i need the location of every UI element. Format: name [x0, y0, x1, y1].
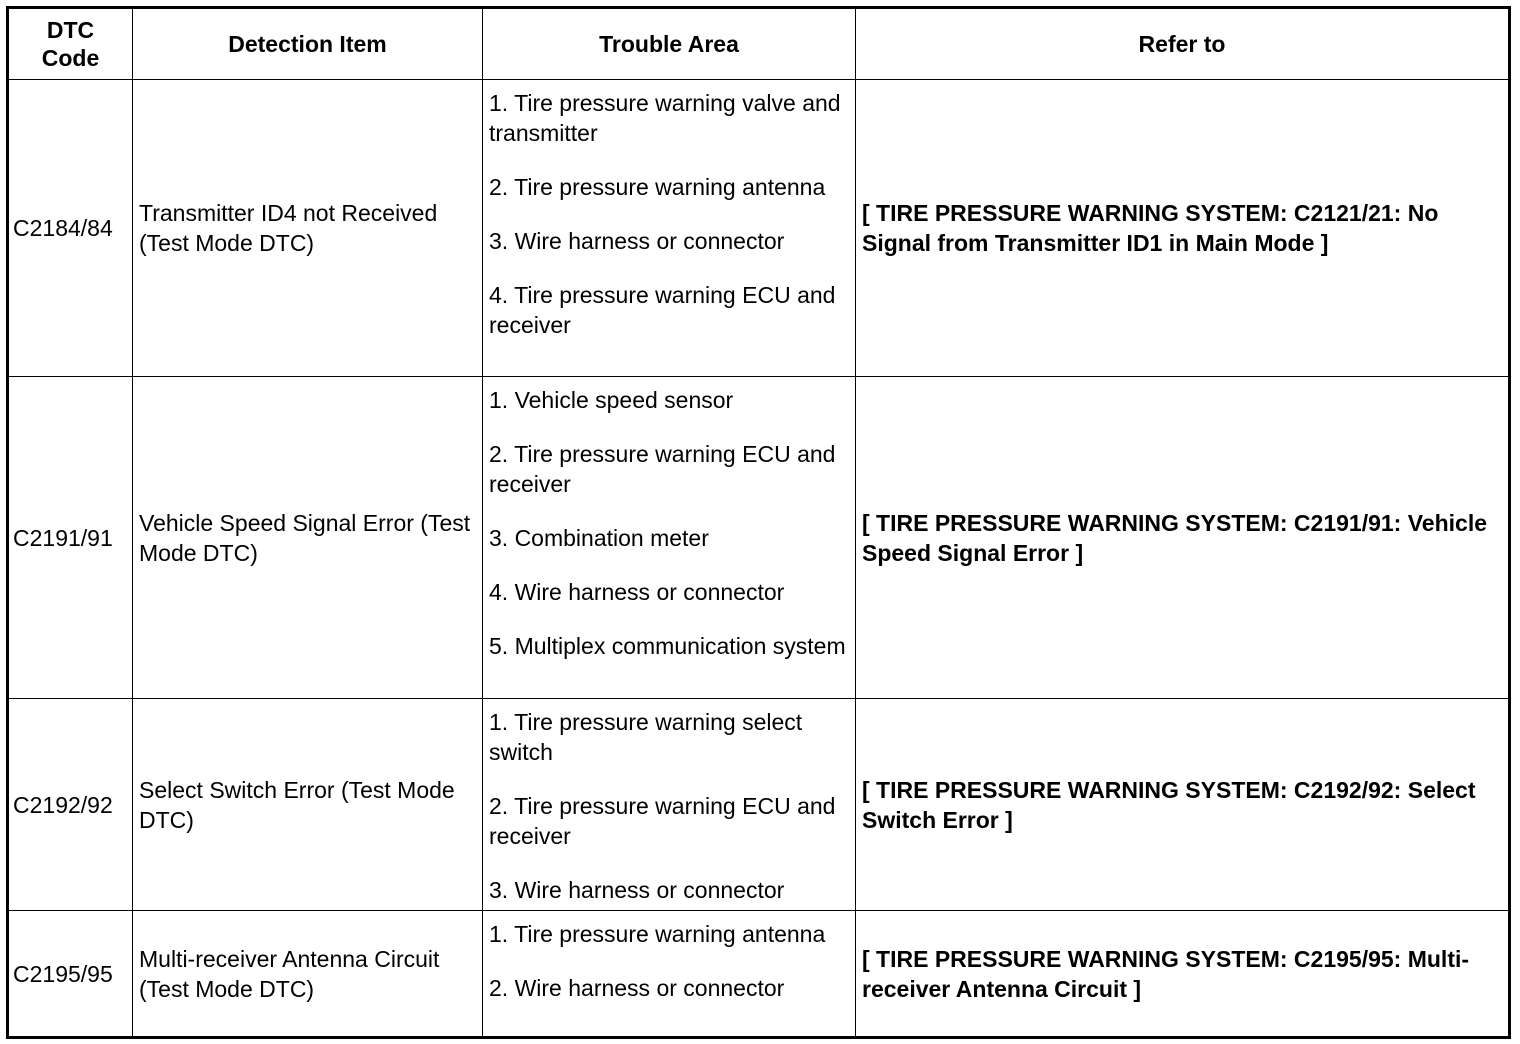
- trouble-area-cell: [483, 377, 856, 699]
- trouble-area-item: 2. Wire harness or connector: [489, 975, 785, 1001]
- header-row: [8, 8, 1510, 80]
- dtc-table: [6, 6, 1511, 1039]
- header-detection-item: Detection Item: [133, 8, 483, 80]
- table-row: [8, 80, 1510, 377]
- trouble-area-cell: [483, 699, 856, 911]
- refer-to-link[interactable]: [ TIRE PRESSURE WARNING SYSTEM: C2192/92: Select Switch Error ]: [862, 776, 1476, 833]
- table-row: [8, 699, 1510, 911]
- trouble-area-item: 2. Tire pressure warning antenna: [489, 174, 826, 200]
- trouble-area-item: 1. Tire pressure warning select switch: [489, 709, 803, 765]
- dtc-code-cell: C2192/92: [8, 699, 133, 911]
- detection-item-cell: Vehicle Speed Signal Error (Test Mode DTC): [133, 377, 483, 699]
- table-row: [8, 377, 1510, 699]
- trouble-area-item: 4. Tire pressure warning ECU and receiver: [489, 282, 836, 338]
- trouble-area-item: 1. Vehicle speed sensor: [489, 387, 734, 413]
- trouble-area-item: 4. Wire harness or connector: [489, 579, 785, 605]
- trouble-area-item: 3. Wire harness or connector: [489, 228, 785, 254]
- refer-to-link[interactable]: [ TIRE PRESSURE WARNING SYSTEM: C2121/21: No Signal from Transmitter ID1 in Main Mode ]: [862, 200, 1439, 256]
- header-dtc-code: DTC Code: [8, 8, 133, 80]
- refer-to-cell: [856, 699, 1510, 911]
- trouble-area-item: 1. Tire pressure warning antenna: [489, 921, 826, 947]
- trouble-area-item: 3. Wire harness or connector: [489, 877, 785, 903]
- table-row: [8, 911, 1510, 1038]
- dtc-code-cell: C2184/84: [8, 80, 133, 377]
- dtc-code-cell: C2191/91: [8, 377, 133, 699]
- header-trouble-area: Trouble Area: [483, 8, 856, 80]
- refer-to-link[interactable]: [ TIRE PRESSURE WARNING SYSTEM: C2195/95: Multi-receiver Antenna Circuit ]: [862, 945, 1470, 1002]
- refer-to-link[interactable]: [ TIRE PRESSURE WARNING SYSTEM: C2191/91: Vehicle Speed Signal Error ]: [862, 509, 1487, 566]
- refer-to-cell: [856, 80, 1510, 377]
- trouble-area-item: 3. Combination meter: [489, 525, 709, 551]
- trouble-area-item: 2. Tire pressure warning ECU and receiver: [489, 793, 836, 849]
- refer-to-cell: [856, 377, 1510, 699]
- trouble-area-item: 1. Tire pressure warning valve and transmitter: [489, 90, 841, 146]
- refer-to-cell: [856, 911, 1510, 1038]
- dtc-code-cell: C2195/95: [8, 911, 133, 1038]
- detection-item-cell: Select Switch Error (Test Mode DTC): [133, 699, 483, 911]
- trouble-area-cell: [483, 911, 856, 1038]
- trouble-area-cell: [483, 80, 856, 377]
- detection-item-cell: Multi-receiver Antenna Circuit (Test Mode DTC): [133, 911, 483, 1038]
- header-refer-to: Refer to: [856, 8, 1510, 80]
- trouble-area-item: 5. Multiplex communication system: [489, 633, 846, 659]
- detection-item-cell: Transmitter ID4 not Received (Test Mode DTC): [133, 80, 483, 377]
- trouble-area-item: 2. Tire pressure warning ECU and receiver: [489, 441, 836, 497]
